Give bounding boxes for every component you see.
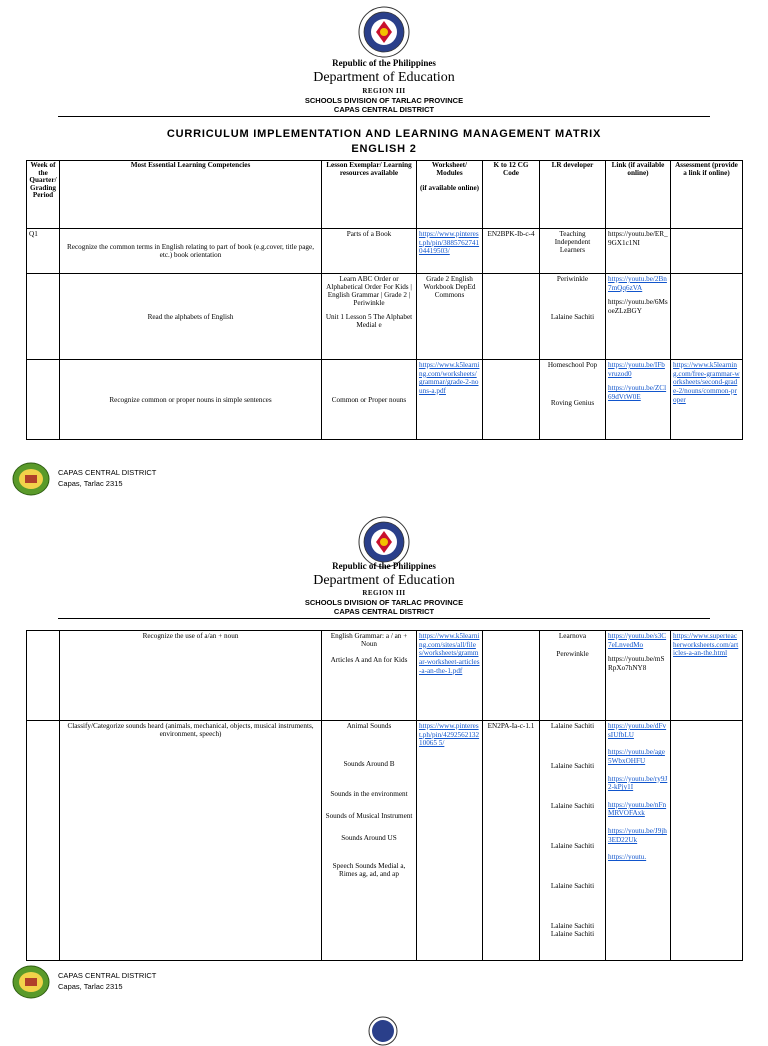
week-cell <box>27 721 60 961</box>
lr-item: Lalaine Sachiti <box>550 842 595 850</box>
col-link: Link (if available online) <box>606 161 671 229</box>
melc-cell: Recognize the common terms in English relating to part of book (e.g.cover, title page, etc.) book orientation <box>60 229 322 274</box>
footer-district: CAPAS CENTRAL DISTRICT <box>58 468 157 477</box>
lr-item: Perewinkle <box>556 650 589 658</box>
assessment-link[interactable]: https://www.superteacherworksheets.com/articles-a-an-the.html <box>673 632 739 658</box>
table-header-row <box>27 161 743 229</box>
video-link[interactable]: https://youtu.be/nFnMRVOFAxk <box>608 800 667 818</box>
video-link[interactable]: https://youtu.be/ZCl69dVtW0E <box>608 384 667 401</box>
video-link[interactable]: https://youtu.be/mSRpXo7hNY8 <box>608 655 665 672</box>
table-row <box>27 360 743 440</box>
col-week: Week of the Quarter/ Grading Period <box>27 161 60 229</box>
lr-cell: Teaching Independent Learners <box>540 229 606 274</box>
division-label: SCHOOLS DIVISION OF TARLAC PROVINCE <box>304 96 464 105</box>
subject-title: ENGLISH 2 <box>351 143 417 155</box>
table-row <box>27 631 743 721</box>
lr-item: Lalaine Sachiti <box>550 313 595 321</box>
table-row <box>27 721 743 961</box>
video-link[interactable]: https://youtu.be/age5WbxOHFU <box>608 748 665 765</box>
week-cell <box>27 274 60 360</box>
lr-item: Homeschool Pop <box>547 361 598 369</box>
footer-address: Capas, Tarlac 2315 <box>58 478 123 488</box>
republic-label: Republic of the Philippines <box>332 58 436 68</box>
assessment-link[interactable]: https://www.k5learning.com/free-grammar-worksheets/second-grade-2/nouns/common-proper <box>673 361 740 404</box>
lesson-item: Sounds Around B <box>343 760 395 768</box>
matrix-title: CURRICULUM IMPLEMENTATION AND LEARNING MANAGEMENT MATRIX <box>166 128 602 140</box>
lesson-item: Articles A and An for Kids <box>330 656 408 664</box>
video-link[interactable]: https://youtu. <box>608 853 647 862</box>
lesson-cell: Common or Proper nouns <box>322 360 417 440</box>
col-assessment: Assessment (provide a link if online) <box>671 161 743 229</box>
code-cell <box>483 631 540 721</box>
lesson-item: Unit 1 Lesson 5 The Alphabet Medial e <box>325 313 413 329</box>
col-lesson: Lesson Exemplar/ Learning resources available <box>322 161 417 229</box>
melc-cell: Classify/Categorize sounds heard (animals, mechanical, objects, musical instruments, environment, speech) <box>60 721 322 961</box>
worksheet-link[interactable]: https://www.pinterest.ph/pin/388576274104419503/ <box>419 230 480 256</box>
week-cell: Q1 <box>27 229 60 274</box>
col-code: K to 12 CG Code <box>483 161 540 229</box>
matrix-table <box>26 630 743 961</box>
department-title: Department of Education <box>313 70 455 85</box>
col-worksheet: Worksheet/ Modules (if available online) <box>417 161 483 229</box>
lesson-cell: Parts of a Book <box>322 229 417 274</box>
week-cell <box>27 360 60 440</box>
department-title: Department of Education <box>313 573 455 588</box>
melc-cell: Recognize common or proper nouns in simple sentences <box>60 360 322 440</box>
table-row <box>27 274 743 360</box>
video-link[interactable]: https://youtu.be/ER_9GX1c1NI <box>608 230 668 247</box>
video-link[interactable]: https://youtu.be/dFvsIUfbLU <box>608 722 667 739</box>
lr-item: Learnova <box>558 632 587 640</box>
matrix-table <box>26 160 743 440</box>
region-label: REGION III <box>362 589 406 597</box>
footer-address: Capas, Tarlac 2315 <box>58 981 123 991</box>
footer-district: CAPAS CENTRAL DISTRICT <box>58 971 157 980</box>
lr-item: Periwinkle <box>556 275 589 283</box>
deped-seal-icon <box>358 6 410 58</box>
page-2 <box>0 510 768 1010</box>
page-footer <box>12 965 312 1001</box>
lr-item: Lalaine Sachiti <box>550 882 595 890</box>
code-cell: EN2PA-Ia-c-1.1 <box>483 721 540 961</box>
division-label: SCHOOLS DIVISION OF TARLAC PROVINCE <box>304 598 464 607</box>
district-label: CAPAS CENTRAL DISTRICT <box>333 607 435 616</box>
video-link[interactable]: https://youtu.be/J9jh3ED22Uk <box>608 827 667 844</box>
lr-item: Lalaine Sachiti <box>550 802 595 810</box>
header-divider <box>58 618 710 619</box>
worksheet-link[interactable]: https://www.k5learning.com/sites/all/files/worksheets/grammar-worksheet-articles-a-an-the-1.pdf <box>419 632 480 675</box>
assessment-cell <box>671 274 743 360</box>
lr-item: Lalaine Sachiti <box>550 722 595 730</box>
video-link[interactable]: https://youtu.be/2Bn7mQq6zVA <box>608 275 667 292</box>
lr-item: Roving Genius <box>550 399 595 407</box>
video-link[interactable]: https://youtu.be/s3C7eLnvedMo <box>608 632 667 649</box>
col-lr: LR developer <box>540 161 606 229</box>
table-row <box>27 229 743 274</box>
lesson-item: Learn ABC Order or Alphabetical Order For Kids | English Grammar | Grade 2 | Periwinkle <box>326 275 412 307</box>
deped-seal-icon <box>368 1016 398 1046</box>
district-label: CAPAS CENTRAL DISTRICT <box>333 105 435 114</box>
assessment-cell <box>671 229 743 274</box>
lesson-item: Sounds of Musical Instrument <box>325 812 413 820</box>
code-cell: EN2BPK-Ib-c-4 <box>483 229 540 274</box>
assessment-cell <box>671 721 743 961</box>
district-logo-icon <box>12 965 50 999</box>
video-link[interactable]: https://youtu.be/IFbvruzod0 <box>608 361 665 378</box>
melc-cell: Recognize the use of a/an + noun <box>60 631 322 721</box>
page-1 <box>0 0 768 500</box>
week-cell <box>27 631 60 721</box>
worksheet-link[interactable]: https://www.pinterest.ph/pin/429256213210065 5/ <box>419 722 480 748</box>
lr-item: Lalaine Sachiti <box>550 762 595 770</box>
lr-item: Lalaine Sachiti Lalaine Sachiti <box>550 922 595 938</box>
lesson-item: Animal Sounds <box>346 722 392 730</box>
worksheet-link[interactable]: https://www.k5learning.com/worksheets/grammar/grade-2-nouns-a.pdf <box>419 361 480 395</box>
code-cell <box>483 274 540 360</box>
district-logo-icon <box>12 462 50 496</box>
col-melc: Most Essential Learning Competencies <box>60 161 322 229</box>
video-link[interactable]: https://youtu.be/6MsoeZLzBGY <box>608 298 668 315</box>
page-footer <box>12 462 312 498</box>
lesson-item: Speech Sounds Medial a, Rimes ag, ad, and ap <box>332 862 406 878</box>
lesson-item: English Grammar: a / an + Noun <box>330 632 408 648</box>
worksheet-cell: Grade 2 English Workbook DepEd Commons <box>417 274 483 360</box>
video-link[interactable]: https://youtu.be/ry9J2-kPjy1I <box>608 774 668 792</box>
region-label: REGION III <box>362 87 406 95</box>
republic-label: Republic of the Philippines <box>332 561 436 571</box>
lesson-item: Sounds in the environment <box>330 790 408 798</box>
code-cell <box>483 360 540 440</box>
lesson-item: Sounds Around US <box>341 834 397 842</box>
melc-cell: Read the alphabets of English <box>60 274 322 360</box>
header-divider <box>58 116 710 117</box>
